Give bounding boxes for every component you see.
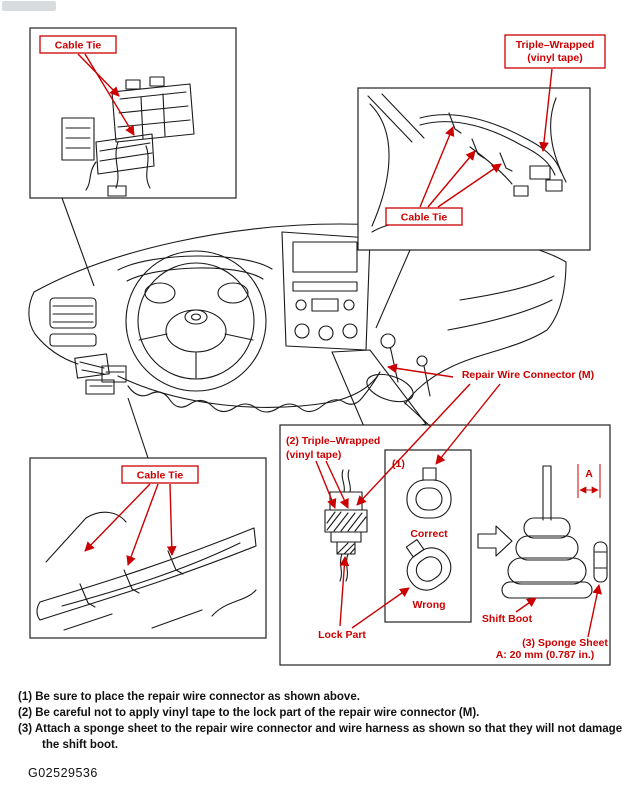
note-line-3: (3) Attach a sponge sheet to the repair wire connector and wire harness as shown so that they will not damage the shift boot. — [18, 723, 623, 751]
callout-box-harness-left — [30, 458, 266, 638]
label-triple-wrapped-line1: Triple–Wrapped — [515, 39, 595, 51]
note-line-2: (2) Be careful not to apply vinyl tape to the lock part of the repair wire connector (M). — [18, 707, 480, 720]
label-cable-tie-1: Cable Tie — [54, 39, 102, 52]
repair-wire-harness — [128, 372, 380, 412]
label-triple-wrapped-line2: (vinyl tape) — [527, 52, 583, 64]
label-dim-value: A: 20 mm (0.787 in.) — [495, 649, 595, 661]
label-cable-tie-2: Cable Tie — [400, 211, 448, 224]
label-wrap2-line2: (vinyl tape) — [286, 449, 342, 461]
label-dim-letter: A — [585, 468, 593, 480]
label-lock-part: Lock Part — [318, 629, 366, 641]
note-line-1: (1) Be sure to place the repair wire connector as shown above. — [18, 691, 360, 703]
figure-code: G02529536 — [28, 766, 98, 780]
label-cable-tie-3: Cable Tie — [136, 469, 184, 482]
dash-right-edge — [405, 262, 566, 404]
instruction-notes — [18, 690, 624, 754]
callout-box-harness-right — [358, 88, 590, 250]
transfer-lever — [424, 366, 430, 396]
wheel-spokes — [139, 334, 253, 378]
left-air-vents — [50, 298, 96, 346]
gauge-right — [218, 283, 248, 303]
dash-lower-edge — [118, 372, 380, 407]
transfer-knob — [417, 356, 427, 366]
label-wrong: Wrong — [412, 599, 446, 611]
label-shift-boot: Shift Boot — [481, 613, 533, 625]
shift-knob — [381, 334, 395, 348]
callout-frame — [358, 88, 590, 250]
label-repair-wire-connector: Repair Wire Connector (M) — [461, 369, 595, 381]
glovebox-lines — [448, 276, 554, 330]
center-stack — [282, 232, 370, 350]
wheel-hub — [166, 310, 226, 352]
dashboard-illustration — [29, 224, 566, 436]
brand-emblem — [185, 310, 207, 324]
label-item-1: (1) — [392, 458, 405, 470]
label-correct: Correct — [410, 528, 448, 540]
display-screen — [293, 242, 357, 272]
junction-connector-cluster — [75, 354, 126, 394]
label-sponge-sheet: (3) Sponge Sheet — [522, 637, 608, 649]
label-wrap2-line1: (2) Triple–Wrapped — [286, 435, 381, 447]
